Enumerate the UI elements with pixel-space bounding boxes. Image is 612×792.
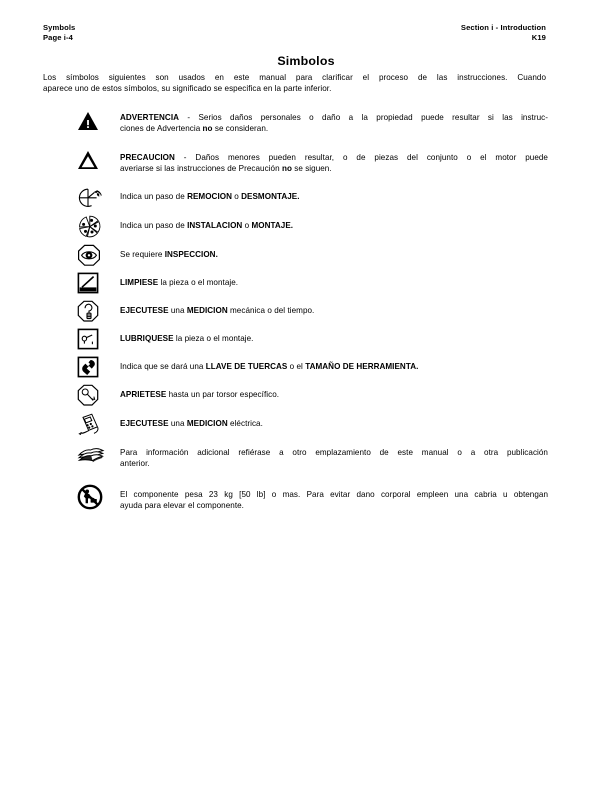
symbol-keyword-1: APRIETESE xyxy=(120,390,167,399)
disassembly-icon xyxy=(77,186,103,210)
symbol-text xyxy=(120,272,548,288)
symbol-row-medicion-mecanica xyxy=(43,300,548,328)
icon-cell xyxy=(43,328,120,350)
symbol-text-line-1: El componente pesa 23 kg [50 lb] o mas. Para evitar dano corporal empleen una cabria u obtengan xyxy=(120,490,548,499)
symbol-text-mid: una xyxy=(168,419,187,428)
header-section-label: Symbols xyxy=(43,23,76,32)
symbol-text xyxy=(120,186,548,202)
symbol-text-line-2: anterior. xyxy=(120,459,150,469)
icon-cell xyxy=(43,148,120,170)
symbol-text-mid: la pieza o el montaje. xyxy=(158,278,239,287)
symbol-row-inspeccion xyxy=(43,244,548,272)
symbol-keyword: PRECAUCION xyxy=(120,153,175,162)
symbol-text xyxy=(120,412,548,429)
symbol-text-line-1 xyxy=(120,112,548,123)
symbol-row-advertencia xyxy=(43,108,548,148)
icon-cell xyxy=(43,300,120,323)
line2-emphasis: no xyxy=(281,164,292,174)
icon-cell xyxy=(43,356,120,378)
symbol-text xyxy=(120,300,548,316)
symbol-text-line-2 xyxy=(120,163,548,174)
symbol-keyword-1: LUBRIQUESE xyxy=(120,334,174,343)
symbol-row-llave-tuercas xyxy=(43,356,548,384)
symbol-keyword-1: LLAVE DE TUERCAS xyxy=(205,362,288,371)
symbol-keyword: ADVERTENCIA xyxy=(120,113,180,122)
symbol-text xyxy=(120,328,548,344)
reference-book-icon xyxy=(77,446,105,464)
symbol-text-post: eléctrica. xyxy=(227,419,263,428)
icon-cell xyxy=(43,272,120,294)
header-left xyxy=(43,23,75,42)
symbol-text-line-1: Para información adicional refiérase a otro emplazamiento de este manual o a otra publicación xyxy=(120,448,548,457)
line2-post: se siguen. xyxy=(291,164,332,174)
symbol-text-post: mecánica o del tiempo. xyxy=(227,306,315,315)
icon-cell xyxy=(43,482,120,510)
symbol-text xyxy=(120,148,548,175)
symbol-text-line-1 xyxy=(120,152,548,163)
page-title: Simbolos xyxy=(277,54,335,68)
intro-line-1: Los símbolos siguientes son usados en este manual para clarificar el proceso de las instrucciones. Cuando xyxy=(43,73,546,82)
symbol-keyword-1: EJECUTESE xyxy=(120,306,169,315)
header-model-code: K19 xyxy=(531,32,546,42)
symbol-text xyxy=(120,214,548,231)
symbol-keyword-2: MEDICION xyxy=(186,419,228,428)
symbol-text-mid: la pieza o el montaje. xyxy=(173,334,254,343)
icon-cell xyxy=(43,186,120,210)
line2-post: se consideran. xyxy=(212,124,269,134)
intro-line-2: aparece uno de estos símbolos, su significado se especifica en la parte inferior. xyxy=(43,84,332,94)
symbol-list xyxy=(43,108,548,526)
icon-cell xyxy=(43,384,120,407)
symbol-text-mid: una xyxy=(168,306,187,315)
lubricate-icon xyxy=(77,328,99,350)
icon-cell xyxy=(43,108,120,131)
inspection-eye-icon xyxy=(77,244,101,267)
symbol-text-pre: Indica un paso de xyxy=(120,192,188,201)
mechanical-measurement-icon xyxy=(77,300,99,323)
symbol-keyword-2: MONTAJE. xyxy=(251,221,294,230)
header-section-title: Section i - Introduction xyxy=(460,23,546,32)
symbol-text-line-2: ayuda para elevar el componente. xyxy=(120,501,244,511)
symbol-row-lubriquese xyxy=(43,328,548,356)
symbol-keyword-2: DESMONTAJE. xyxy=(241,192,300,201)
symbol-row-peso xyxy=(43,482,548,526)
symbol-keyword-1: INSTALACION xyxy=(187,221,243,230)
assembly-icon xyxy=(77,214,103,240)
line2-pre: ciones de Advertencia xyxy=(120,124,203,134)
symbol-text xyxy=(120,482,548,512)
symbol-text xyxy=(120,108,548,135)
symbol-text xyxy=(120,442,548,470)
symbol-row-precaucion xyxy=(43,148,548,186)
line2-emphasis: no xyxy=(202,124,213,134)
torque-wrench-icon xyxy=(77,384,99,407)
symbol-keyword-1: EJECUTESE xyxy=(120,419,169,428)
symbol-text-mid: hasta un par torsor específico. xyxy=(166,390,280,399)
symbol-text-pre: Se requiere xyxy=(120,250,165,259)
symbol-text xyxy=(120,356,548,372)
icon-cell xyxy=(43,244,120,267)
symbol-text-pre: Indica un paso de xyxy=(120,221,188,230)
caution-triangle-icon xyxy=(77,150,99,170)
symbol-row-medicion-electrica xyxy=(43,412,548,442)
electrical-measurement-icon xyxy=(77,412,103,436)
line2-pre: averiarse si las instrucciones de Precaución xyxy=(120,164,282,174)
icon-cell xyxy=(43,214,120,240)
header-right xyxy=(461,23,546,42)
symbol-row-remocion xyxy=(43,186,548,214)
symbol-text-mid: o xyxy=(231,192,242,201)
symbol-text-mid: o xyxy=(242,221,252,230)
symbol-keyword-2: TAMAÑO DE HERRAMIENTA. xyxy=(305,362,419,371)
symbol-text xyxy=(120,384,548,400)
symbol-keyword-2: MEDICION xyxy=(186,306,228,315)
symbol-keyword-1: REMOCION xyxy=(187,192,232,201)
symbol-text-mid: o el xyxy=(287,362,306,371)
icon-cell xyxy=(43,442,120,464)
warning-triangle-icon xyxy=(77,111,99,131)
heavy-lift-icon xyxy=(77,484,103,510)
symbol-keyword-1: LIMPIESE xyxy=(120,278,159,287)
clean-icon xyxy=(77,272,99,294)
symbol-text-rest: - Serios daños personales o daño a la propiedad puede resultar si las instruc- xyxy=(179,113,548,122)
symbol-row-instalacion xyxy=(43,214,548,244)
symbol-text-rest: - Daños menores pueden resultar, o de piezas del conjunto o el motor puede xyxy=(174,153,548,162)
page-header xyxy=(43,23,546,42)
header-page-number: Page i-4 xyxy=(43,32,73,42)
symbol-text-line-2 xyxy=(120,123,548,134)
intro-paragraph xyxy=(43,72,546,95)
icon-cell xyxy=(43,412,120,436)
symbol-keyword-1: INSPECCION. xyxy=(164,250,218,259)
symbol-row-limpiese xyxy=(43,272,548,300)
wrench-icon xyxy=(77,356,99,378)
symbol-row-referencia xyxy=(43,442,548,482)
symbol-text xyxy=(120,244,548,260)
symbol-row-aprietese xyxy=(43,384,548,412)
symbol-text-pre: Indica que se dará una xyxy=(120,362,206,371)
